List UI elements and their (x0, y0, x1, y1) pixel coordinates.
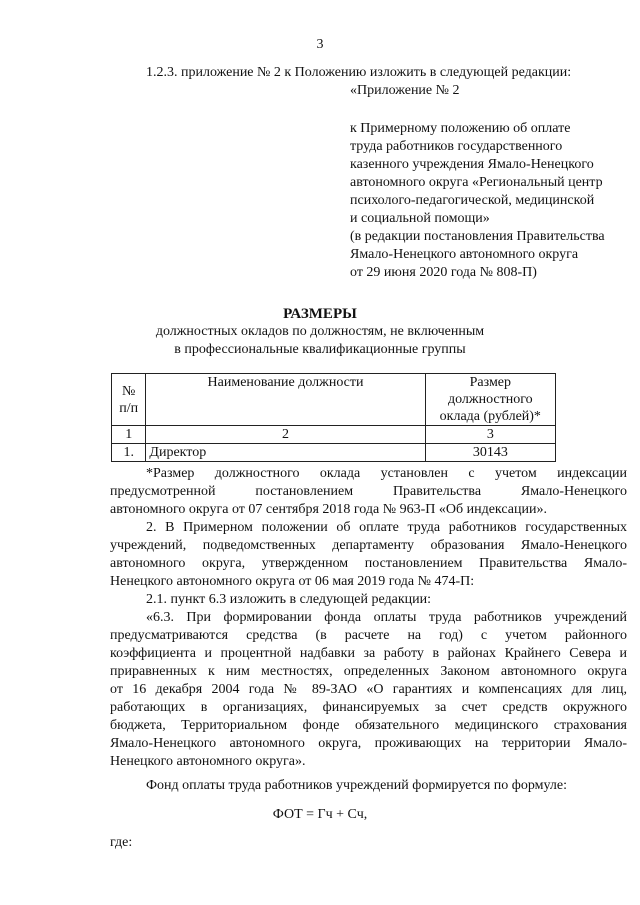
fund-formula-intro: Фонд оплаты труда работников учреждений формируется по формуле: (146, 778, 567, 793)
table-row (112, 444, 556, 462)
paragraph-6-3-line: предусматриваются средства (в расчете на год) с учетом районного (110, 628, 627, 643)
appendix-title: «Приложение № 2 (350, 83, 460, 98)
header-salary-line: оклада (рублей)* (439, 409, 541, 424)
section-heading: РАЗМЕРЫ (283, 306, 357, 322)
paragraph-6-3-line: бюджета, Территориальном фонде обязательного медицинского страхования (110, 718, 627, 733)
paragraph-6-3-line: «6.3. При формировании фонда оплаты труда работников учреждений (146, 610, 627, 625)
paragraph-2-line: 2. В Примерном положении об оплате труда работников государственных (146, 520, 627, 535)
body-text (110, 465, 627, 795)
table-cell: 1 (112, 426, 146, 444)
formula: ФОТ = Гч + Сч, (272, 807, 368, 822)
appendix-line: автономного округа «Региональный центр (350, 175, 603, 190)
appendix-line: от 29 июня 2020 года № 808-П) (350, 265, 537, 280)
salary-table (111, 373, 556, 462)
appendix-line: психолого-педагогической, медицинской (350, 193, 595, 208)
paragraph-2-line: Ненецкого автономного округа от 06 мая 2019 года № 474-П: (110, 574, 475, 589)
appendix-line: к Примерному положению об оплате (350, 121, 571, 136)
subheading-line: в профессиональные квалификационные группы (174, 342, 466, 357)
table-index-row (112, 426, 556, 444)
paragraph-2-1: 2.1. пункт 6.3 изложить в следующей редакции: (146, 592, 431, 607)
appendix-line: казенного учреждения Ямало-Ненецкого (350, 157, 594, 172)
header-salary-cell (425, 374, 555, 426)
page-number: 3 (316, 37, 324, 52)
header-num-symbol: № (122, 383, 136, 399)
appendix-line: и социальной помощи» (350, 211, 490, 226)
footnote-line: *Размер должностного оклада установлен с учетом индексации (146, 466, 627, 481)
paragraph-2-line: автономного округа, утвержденном постановлением Правительства Ямало- (110, 556, 627, 571)
footnote-line: предусмотренной постановлением Правительства Ямало-Ненецкого (110, 484, 627, 499)
paragraph-2-line: учреждений, подведомственных департаменту образования Ямало-Ненецкого (110, 538, 627, 553)
paragraph-6-3-line: Ненецкого автономного округа». (110, 754, 306, 769)
header-name-cell (146, 374, 425, 426)
position-name: Директор (146, 444, 425, 462)
header-name: Наименование должности (207, 375, 364, 390)
appendix-block (350, 120, 630, 282)
header-num-abbr: п/п (119, 400, 139, 416)
where-label: где: (110, 835, 133, 850)
paragraph-6-3-line: Ямало-Ненецкого автономного округа, проживающих на территории Ямало- (110, 736, 627, 751)
footnote-line: автономного округа от 07 сентября 2018 года № 963-П «Об индексации». (110, 502, 547, 517)
paragraph-6-3-line: от 16 декабря 2004 года № 89-ЗАО «О гарантиях и компенсациях для лиц, (110, 682, 627, 697)
appendix-line: (в редакции постановления Правительства (350, 229, 605, 244)
table-cell: 2 (146, 426, 425, 444)
paragraph-6-3-line: приравненных к ним местностях, определенных Законом автономного округа (110, 664, 627, 679)
table-cell: 3 (425, 426, 555, 444)
paragraph-6-3-line: коэффициента и процентной надбавки за работу в районах Крайнего Севера и (110, 646, 627, 661)
section-subheading (0, 323, 640, 359)
paragraph-6-3-line: работающих в организациях, финансируемых за счет средств окружного (110, 700, 627, 715)
appendix-line: Ямало-Ненецкого автономного округа (350, 247, 579, 262)
row-number: 1. (112, 444, 146, 462)
table-header-row (112, 374, 556, 426)
header-salary-line: Размер должностного (447, 375, 533, 407)
intro-line: 1.2.3. приложение № 2 к Положению изложить в следующей редакции: (146, 65, 572, 80)
subheading-line: должностных окладов по должностям, не включенным (155, 324, 485, 339)
header-num-cell (112, 374, 146, 426)
salary-value: 30143 (425, 444, 555, 462)
appendix-line: труда работников государственного (350, 139, 563, 154)
